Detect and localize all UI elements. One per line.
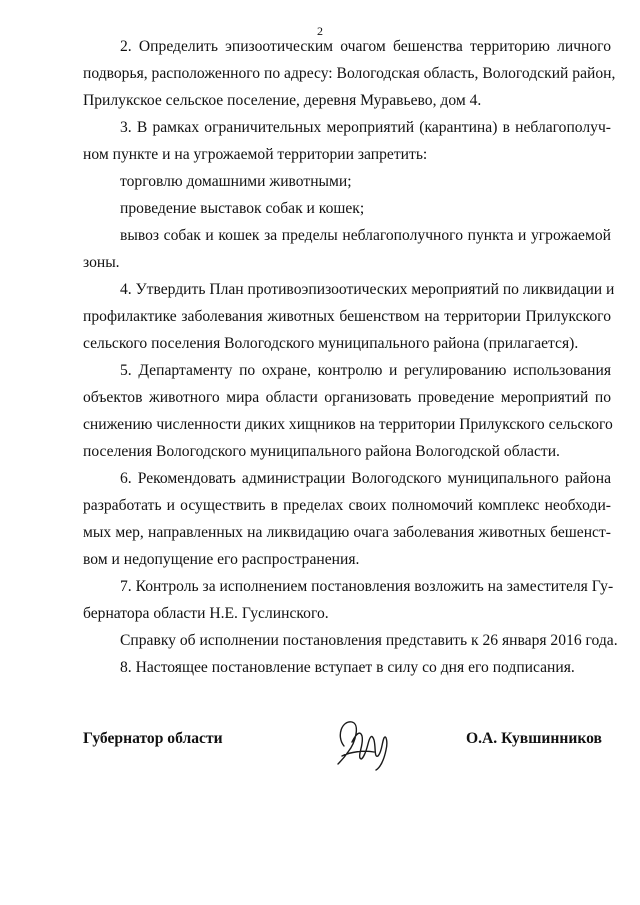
paragraph-line: 7. Контроль за исполнением постановления возложить на заместителя Гу- — [120, 578, 614, 595]
paragraph-line: разработать и осуществить в пределах своих полномочий комплекс необходи- — [83, 497, 611, 514]
paragraph-line: 2. Определить эпизоотическим очагом бешенства территорию личного — [120, 38, 611, 55]
paragraph-line: вывоз собак и кошек за пределы неблагополучного пункта и угрожаемой — [120, 227, 611, 244]
page-number: 2 — [317, 24, 323, 38]
paragraph-line: 8. Настоящее постановление вступает в силу со дня его подписания. — [120, 659, 575, 676]
paragraph-line: Прилукское сельское поселение, деревня Муравьево, дом 4. — [83, 92, 482, 109]
paragraph-line: снижению численности диких хищников на территории Прилукского сельского — [83, 416, 613, 433]
paragraph-line: профилактике заболевания животных бешенством на территории Прилукского — [83, 308, 611, 325]
paragraph-line: вом и недопущение его распространения. — [83, 551, 360, 568]
paragraph-line: проведение выставок собак и кошек; — [120, 200, 365, 217]
paragraph-line: 4. Утвердить План противоэпизоотических мероприятий по ликвидации и — [120, 281, 615, 298]
signatory-title: Губернатор области — [83, 730, 223, 747]
paragraph-line: поселения Вологодского муниципального района Вологодской области. — [83, 443, 560, 460]
paragraph-line: бернатора области Н.Е. Гуслинского. — [83, 605, 329, 622]
paragraph-line: 6. Рекомендовать администрации Вологодского муниципального района — [120, 470, 611, 487]
paragraph-line: 3. В рамках ограничительных мероприятий (карантина) в неблагополуч- — [120, 119, 611, 136]
paragraph-line: объектов животного мира области организовать проведение мероприятий по — [83, 389, 611, 406]
paragraph-line: Справку об исполнении постановления представить к 26 января 2016 года. — [120, 632, 618, 649]
paragraph-line: торговлю домашними животными; — [120, 173, 352, 190]
paragraph-line: ном пункте и на угрожаемой территории запретить: — [83, 146, 428, 163]
paragraph-line: мых мер, направленных на ликвидацию очага заболевания животных бешенст- — [83, 524, 611, 541]
signature-block — [0, 712, 640, 772]
paragraph-line: 5. Департаменту по охране, контролю и регулированию использования — [120, 362, 611, 379]
signatory-name: О.А. Кувшинников — [466, 730, 602, 747]
paragraph-line: зоны. — [83, 254, 120, 271]
paragraph-line: сельского поселения Вологодского муниципального района (прилагается). — [83, 335, 579, 352]
paragraph-line: подворья, расположенного по адресу: Вологодская область, Вологодский район, — [83, 65, 616, 82]
handwritten-signature — [330, 712, 402, 772]
